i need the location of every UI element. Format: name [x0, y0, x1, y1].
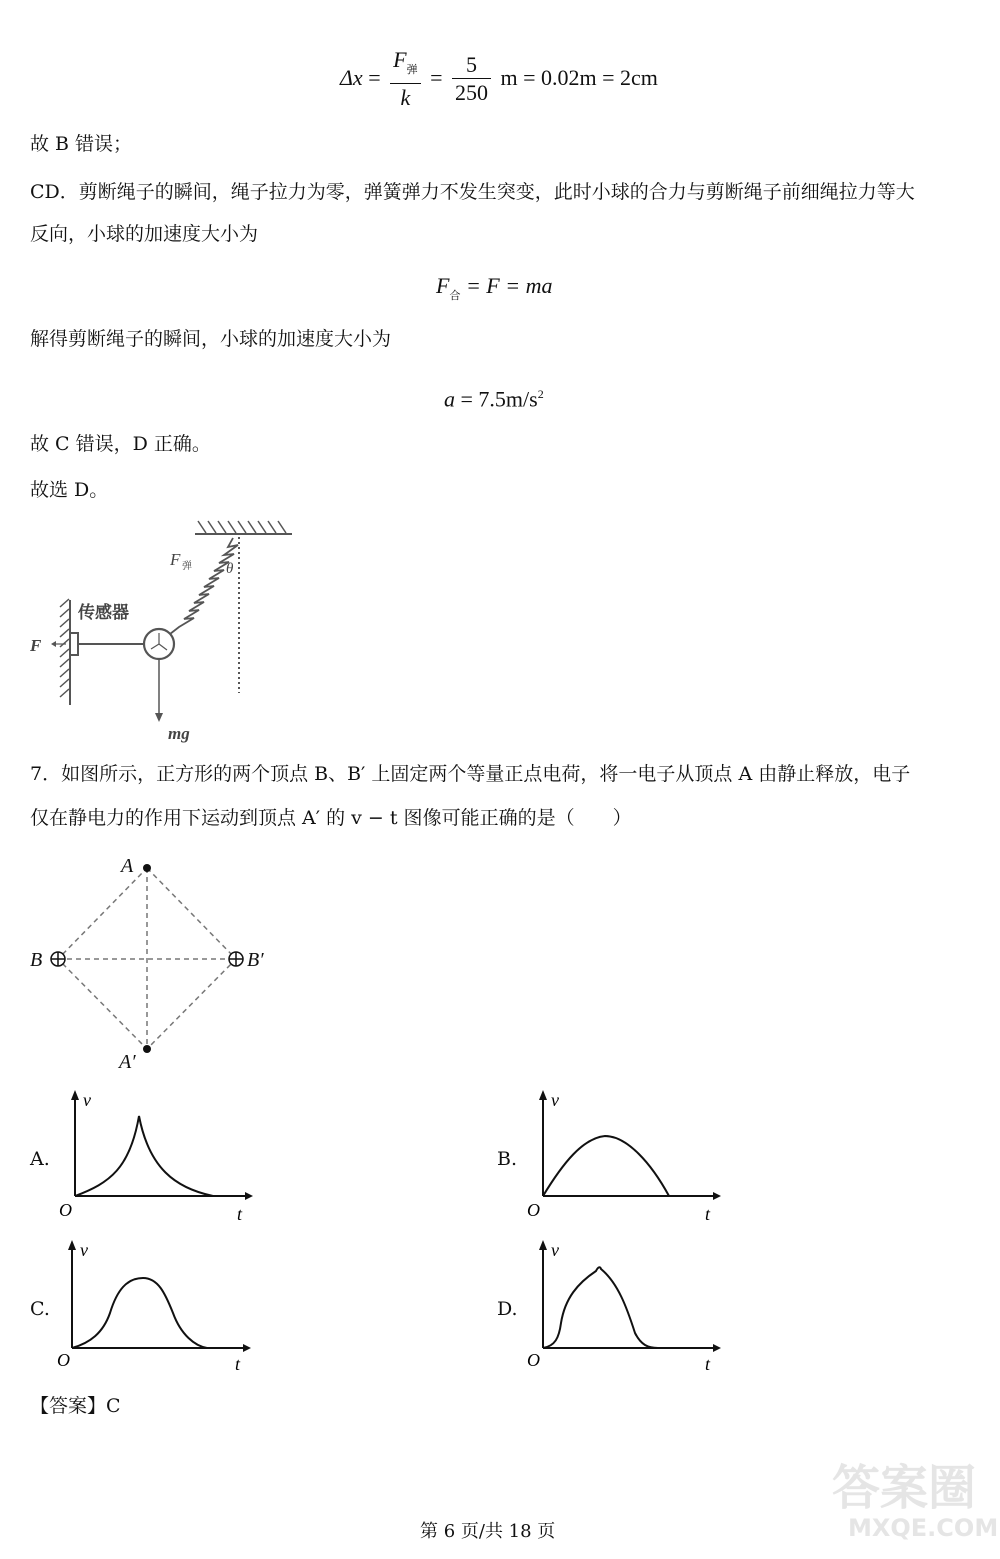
- spring-force-label: F: [170, 550, 181, 569]
- watermark-top: 答案圈: [832, 1460, 977, 1516]
- answer-line: 【答案】C: [30, 1395, 121, 1417]
- option-d-o: O: [527, 1350, 540, 1370]
- option-d-v: v: [551, 1240, 559, 1260]
- sensor-label: 传感器: [78, 603, 129, 622]
- option-d-t: t: [705, 1354, 711, 1374]
- sensor-box: [70, 633, 78, 655]
- label-b-prime: B′: [247, 949, 264, 971]
- page-footer: 第 6 页/共 18 页: [420, 1521, 556, 1542]
- option-c-v: v: [80, 1240, 88, 1260]
- label-b: B: [30, 949, 43, 971]
- question-7-line2: 仅在静电力的作用下运动到顶点 A′ 的 v − t 图像可能正确的是（ ）: [30, 807, 632, 829]
- text-b-wrong: 故 B 错误；: [30, 133, 133, 155]
- label-a-prime: A′: [119, 1051, 136, 1073]
- curve-c: [72, 1278, 207, 1348]
- option-d-label: D.: [497, 1298, 518, 1320]
- theta-label: θ: [226, 561, 234, 577]
- text-c-wrong-d-right: 故 C 错误，D 正确。: [30, 433, 211, 455]
- text-choose-d: 故选 D。: [30, 479, 109, 501]
- equation-acceleration: $a = 7.5m/s^2$: [444, 386, 544, 412]
- option-b-graph: [523, 1088, 723, 1228]
- option-a-v: v: [83, 1090, 91, 1110]
- question-7-line1: 7．如图所示，正方形的两个顶点 B、B′ 上固定两个等量正点电荷，将一电子从顶点 A 由静止释放，电子: [30, 763, 911, 785]
- option-c-t: t: [235, 1354, 241, 1374]
- text-cd-line1: CD．剪断绳子的瞬间，绳子拉力为零，弹簧弹力不发生突变，此时小球的合力与剪断绳子前细绳拉力等大: [30, 181, 915, 203]
- sensor-force-label: F: [30, 636, 42, 655]
- point-a: [143, 864, 151, 872]
- text-solve: 解得剪断绳子的瞬间，小球的加速度大小为: [30, 328, 392, 350]
- text-cd-line2: 反向，小球的加速度大小为: [30, 223, 259, 245]
- option-c-graph: [55, 1238, 255, 1378]
- label-a: A: [121, 855, 134, 877]
- option-b-t: t: [705, 1204, 711, 1224]
- option-b-v: v: [551, 1090, 559, 1110]
- point-a-prime: [143, 1045, 151, 1053]
- eq1-result: m = 0.02m = 2cm: [500, 65, 658, 90]
- curve-d: [543, 1267, 658, 1348]
- option-d-graph: [523, 1238, 723, 1378]
- equation-spring-extension: Δx = $\frac{F_弹}{k}$ = $\frac{5}{250}$ m = 0.02m = 2cm: [340, 47, 658, 111]
- curve-a: [75, 1116, 213, 1196]
- option-b-o: O: [527, 1200, 540, 1220]
- option-a-o: O: [59, 1200, 72, 1220]
- equation-net-force: $F_合 = F$ = ma: [436, 273, 553, 302]
- option-b-label: B.: [497, 1148, 518, 1170]
- eq1-fraction-symbolic: $\frac{F_弹}{k}$: [390, 47, 420, 112]
- option-a-t: t: [237, 1204, 243, 1224]
- watermark-bottom: MXQE.COM: [848, 1514, 999, 1542]
- option-a-label: A.: [30, 1148, 50, 1170]
- figure-square-charges: [25, 850, 285, 1080]
- option-a-graph: [55, 1088, 255, 1228]
- curve-b: [543, 1136, 669, 1196]
- figure-spring-sensor: [20, 515, 310, 745]
- option-c-label: C.: [30, 1298, 50, 1320]
- spring-force-sub: 弹: [182, 561, 192, 572]
- gravity-label: mg: [168, 724, 190, 743]
- option-c-o: O: [57, 1350, 70, 1370]
- eq1-fraction-numeric: $\frac{5}{250}$: [452, 52, 491, 107]
- eq1-lhs: Δx: [340, 65, 363, 90]
